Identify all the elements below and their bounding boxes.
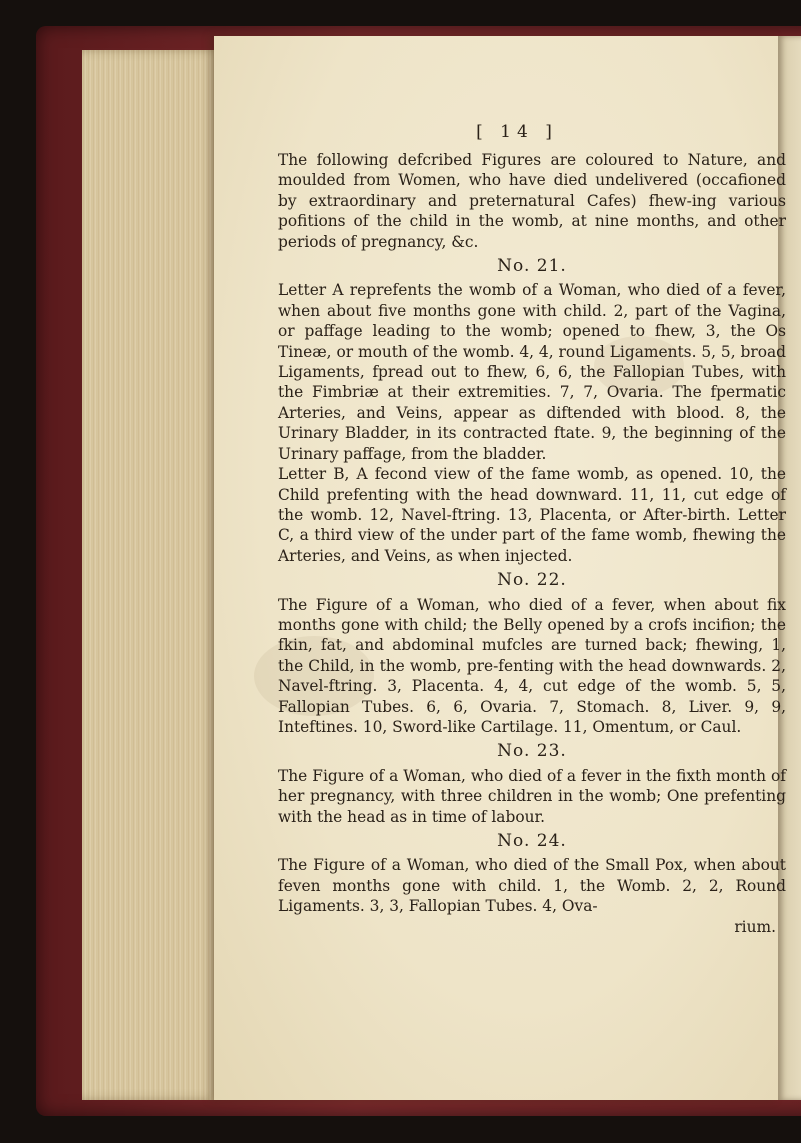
section-21-body (278, 280, 786, 566)
intro-paragraph (278, 150, 786, 252)
section-heading-21: No. 21. (497, 256, 567, 277)
section-24-body (278, 855, 786, 916)
section-23-body (278, 766, 786, 827)
section-23-paragraph-1: The Figure of a Woman, who died of a fever in the fixth month of her pregnancy, with three children in the womb; One prefenting with the head as in time of labour. (278, 766, 786, 826)
section-heading-23: No. 23. (497, 741, 567, 762)
section-24-paragraph-1: The Figure of a Woman, who died of the Small Pox, when about feven months gone with child. 1, the Womb. 2, 2, Round Ligaments. 3, 3, Fallopian Tubes. 4, Ova- (278, 856, 786, 916)
page-number: [ 14 ] (476, 122, 558, 142)
page-text (278, 122, 786, 937)
section-heading-24: No. 24. (497, 831, 567, 851)
section-22-body (278, 595, 786, 738)
section-22-paragraph-1: The Figure of a Woman, who died of a fever, when about fix months gone with child; the Belly opened by a crofs incifion; the fkin, fat, and abdominal mufcles are turned back; fhewing, 1, the Child, in the womb, pre-fenting with the head downwards. 2, Navel-ftring. 3, Placenta. 4, 4, cut edge of the womb. 5, 5, Fallopian Tubes. 6, 6, Ovaria. 7, Stomach. 8, Liver. 9, 9, Inteftines. 10, Sword-like Cartilage. 11, Omentum, or Caul. (278, 595, 786, 736)
page-edges (82, 50, 222, 1100)
section-21-paragraph-2: Letter B, A fecond view of the fame womb, as opened. 10, the Child prefenting with the head downward. 11, 11, cut edge of the womb. 12, Navel-ftring. 13, Placenta, or After-birth. Letter C, a third view of the under part of the fame womb, fhewing the Arteries, and Veins, as when injected. (278, 465, 786, 565)
section-heading-22: No. 22. (497, 570, 567, 591)
catchword: rium. (734, 917, 776, 936)
intro-text: The following defcribed Figures are coloured to Nature, and moulded from Women, who have died undelivered (occafioned by extraordinary and preternatural Cafes) fhew-ing various pofitions of the child in the womb, at nine months, and other periods of pregnancy, &c. (278, 151, 786, 251)
section-21-paragraph-1: Letter A reprefents the womb of a Woman, who died of a fever, when about five months gone with child. 2, part of the Vagina, or paffage leading to the womb; opened to fhew, 3, the Os Tineæ, or mouth of the womb. 4, 4, round Ligaments. 5, 5, broad Ligaments, fpread out to fhew, 6, 6, the Fallopian Tubes, with the Fimbriæ at their extremities. 7, 7, Ovaria. The fpermatic Arteries, and Veins, appear as diftended with blood. 8, the Urinary Bladder, in its contracted ftate. 9, the beginning of the Urinary paffage, from the bladder. (278, 281, 787, 463)
